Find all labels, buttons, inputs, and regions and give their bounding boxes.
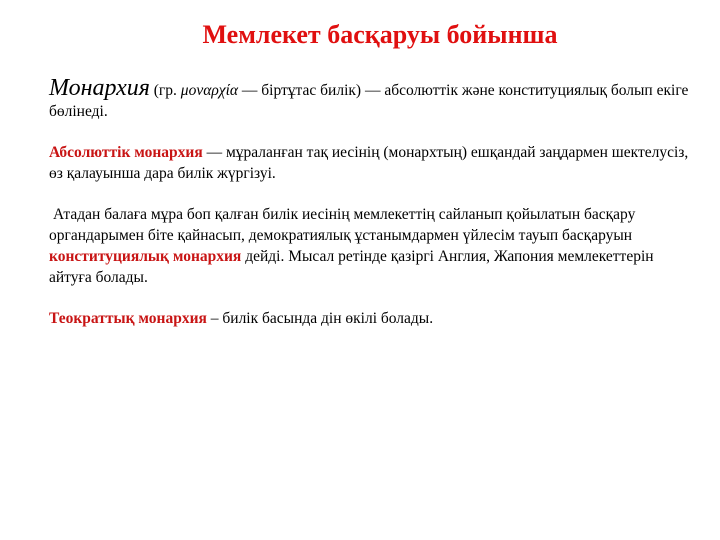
theocratic-monarchy-rest: – билік басында дін өкілі болады. (206, 310, 434, 327)
constitutional-monarchy-term: конституциялық монархия (49, 248, 242, 265)
constitutional-monarchy-definition (49, 204, 689, 288)
absolute-monarchy-definition (49, 142, 689, 184)
monarchy-definition (49, 75, 689, 122)
theocratic-monarchy-definition (49, 308, 689, 329)
monarchy-pre-greek: (гр. (149, 82, 181, 99)
slide-title: Мемлекет басқаруы бойынша (202, 20, 558, 49)
monarchy-term: Монархия (49, 75, 150, 101)
monarchy-rest: — біртұтас билік) — абсолюттік және конституциялық болып екіге бөлінеді. (49, 82, 689, 120)
absolute-monarchy-rest: — мұраланған тақ иесінің (монархтың) ешқандай заңдармен шектелусіз, өз қалауынша дара билік жүргізуі. (49, 144, 689, 182)
constitutional-text-after: дейді. Мысал ретінде қазіргі Англия, Жапония мемлекеттерін айтуға болады. (49, 248, 654, 286)
slide-content (49, 75, 689, 329)
absolute-monarchy-term: Абсолюттік монархия (49, 144, 203, 161)
constitutional-text-before: Атадан балаға мұра боп қалған билік иесінің мемлекеттің сайланып қойылатын басқару органдарымен біте қайнасып, демократиялық ұстанымдармен үйлесім тауып басқаруын (49, 206, 636, 244)
theocratic-monarchy-term: Теократтық монархия (49, 310, 207, 327)
monarchy-greek: μοναρχία (180, 82, 239, 99)
